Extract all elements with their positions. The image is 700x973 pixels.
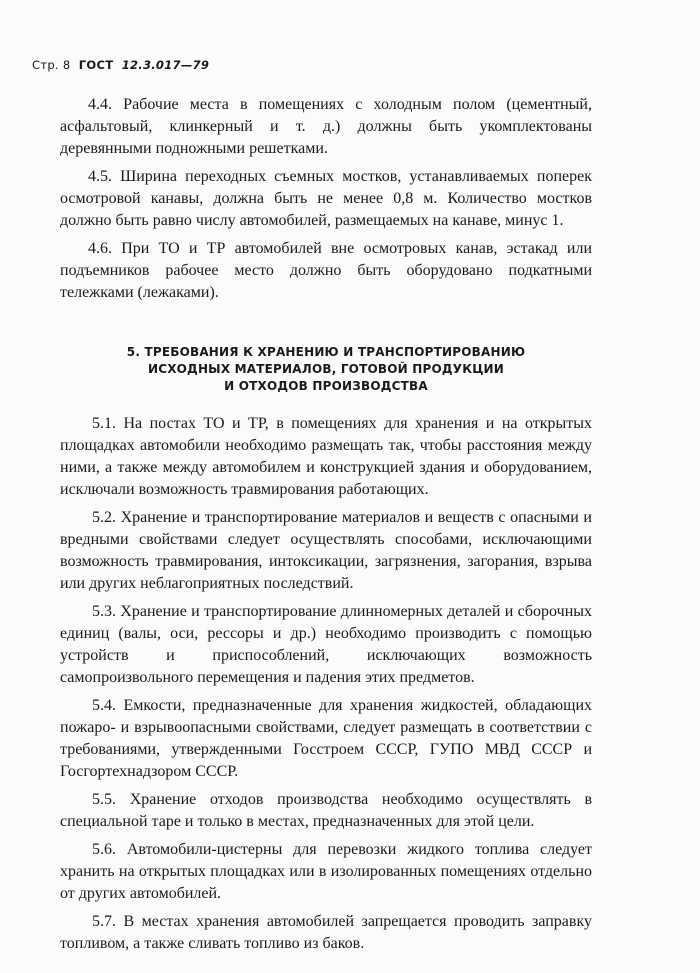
section-5-title <box>60 344 592 395</box>
section-5 <box>60 413 592 955</box>
section-title-line: 5. ТРЕБОВАНИЯ К ХРАНЕНИЮ И ТРАНСПОРТИРОВАНИЮ <box>126 345 526 359</box>
paragraph-5-6: 5.6. Автомобили-цистерны для перевозки жидкого топлива следует хранить на открытых площадках или в изолированных помещениях отдельно от других автомобилей. <box>60 841 592 902</box>
paragraph-5-4: 5.4. Емкости, предназначенные для хранения жидкостей, обладающих пожаро- и взрывоопасными свойствами, следует размещать в соответствии с требованиями, утвержденными Госстроем СССР, ГУПО МВД СССР и Госгортехнадзором СССР. <box>60 697 592 780</box>
paragraph-4-6: 4.6. При ТО и ТР автомобилей вне осмотровых канав, эстакад или подъемников рабочее место должно быть оборудовано подкатными тележками (лежаками). <box>60 240 592 301</box>
standard-number: 12.3.017—79 <box>121 58 210 72</box>
standard-code: ГОСТ <box>78 58 114 72</box>
section-title-line: И ОТХОДОВ ПРОИЗВОДСТВА <box>224 379 428 393</box>
page-header <box>32 58 209 72</box>
paragraph-5-7: 5.7. В местах хранения автомобилей запрещается проводить заправку топливом, а также сливать топливо из баков. <box>60 913 592 952</box>
paragraph-5-2: 5.2. Хранение и транспортирование материалов и веществ с опасными и вредными свойствами следует осуществлять способами, исключающими возможность травмирования, интоксикации, загрязнения, загорания, взрыва или других неблагоприятных последствий. <box>60 509 592 592</box>
section-title-line: ИСХОДНЫХ МАТЕРИАЛОВ, ГОТОВОЙ ПРОДУКЦИИ <box>147 362 505 376</box>
paragraph-5-5: 5.5. Хранение отходов производства необходимо осуществлять в специальной таре и только в местах, предназначенных для этой цели. <box>60 791 592 830</box>
section-4-continuation <box>60 94 592 304</box>
paragraph-5-1: 5.1. На постах ТО и ТР, в помещениях для хранения и на открытых площадках автомобили необходимо размещать так, чтобы расстояния между ними, а также между автомобилем и конструкцией здания и оборудованием, исключали возможность травмирования работающих. <box>60 415 592 498</box>
page-number: Стр. 8 <box>32 58 71 72</box>
paragraph-4-5: 4.5. Ширина переходных съемных мостков, устанавливаемых поперек осмотровой канавы, должна быть не менее 0,8 м. Количество мостков должно быть равно числу автомобилей, размещаемых на канаве, минус 1. <box>60 168 592 229</box>
document-body <box>60 94 592 961</box>
paragraph-4-4: 4.4. Рабочие места в помещениях с холодным полом (цементный, асфальтовый, клинкерный и т. д.) должны быть укомплектованы деревянными подножными решетками. <box>60 96 592 157</box>
paragraph-5-3: 5.3. Хранение и транспортирование длинномерных деталей и сборочных единиц (валы, оси, рессоры и др.) необходимо производить с помощью устройств и приспособлений, исключающих возможность самопроизвольного перемещения и падения этих предметов. <box>60 603 592 686</box>
